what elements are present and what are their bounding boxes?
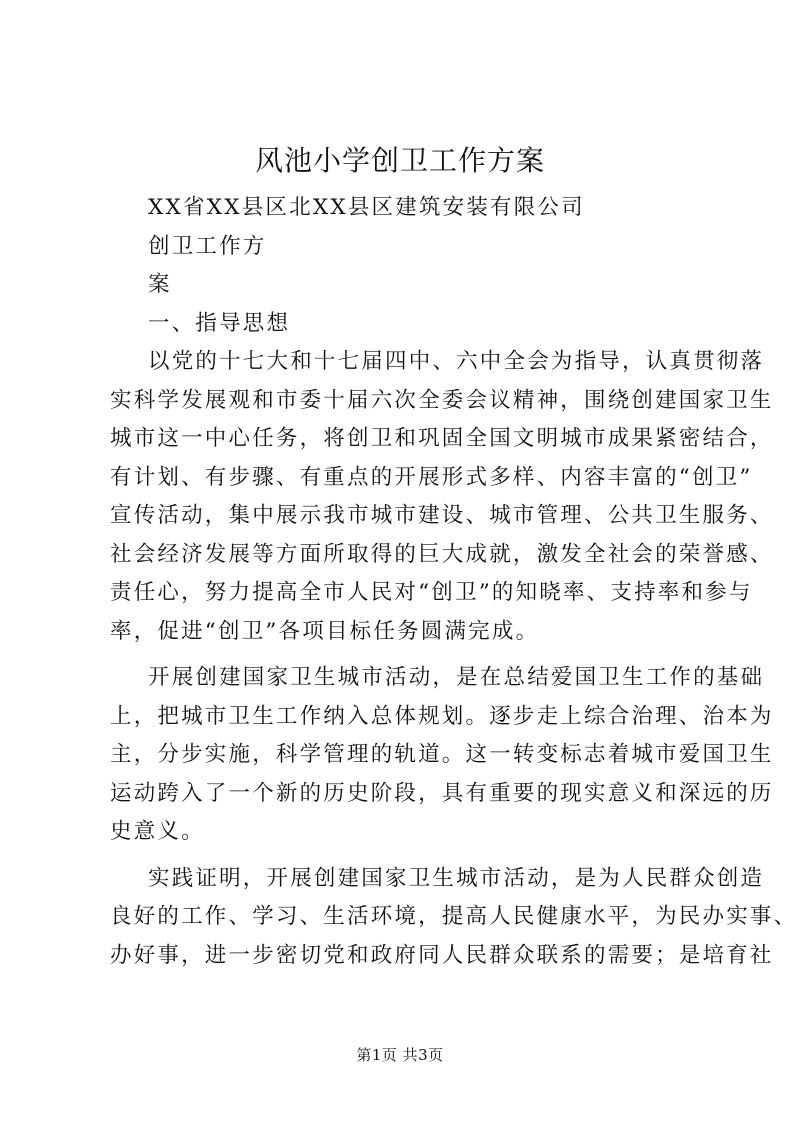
paragraph-line: 办好事，进一步密切党和政府同人民群众联系的需要；是培育社	[110, 942, 774, 968]
paragraph-line: 上，把城市卫生工作纳入总体规划。逐步走上综合治理、治本为	[110, 703, 774, 729]
document-body	[110, 189, 798, 975]
intro-line: XX省XX县区北XX县区建筑安装有限公司	[148, 195, 585, 220]
paragraph-line: 开展创建国家卫生城市活动，是在总结爱国卫生工作的基础	[148, 665, 765, 690]
paragraph-line: 责任心，努力提高全市人民对“创卫”的知晓率、支持率和参与	[110, 580, 753, 605]
intro-line: 创卫工作方	[148, 233, 267, 259]
paragraph-line: 良好的工作、学习、生活环境，提高人民健康水平，为民办实事、	[110, 904, 798, 929]
paragraph-2	[110, 659, 774, 852]
paragraph-line: 实科学发展观和市委十届六次全委会议精神，围绕创建国家卫生	[110, 387, 774, 413]
section-heading: 一、指导思想	[148, 310, 291, 336]
paragraph-line: 史意义。	[110, 819, 205, 844]
paragraph-line: 宣传活动，集中展示我市城市建设、城市管理、公共卫生服务、	[110, 503, 774, 528]
paragraph-line: 社会经济发展等方面所取得的巨大成就，激发全社会的荣誉感、	[110, 541, 774, 567]
page-number: 第1页 共3页	[356, 1046, 444, 1064]
paragraph-line: 实践证明，开展创建国家卫生城市活动，是为人民群众创造	[148, 865, 765, 891]
paragraph-3	[110, 860, 798, 976]
paragraph-line: 以党的十七大和十七届四中、六中全会为指导，认真贯彻落	[148, 349, 765, 374]
intro-line: 案	[148, 272, 172, 297]
document-title: 风池小学创卫工作方案	[254, 144, 545, 177]
paragraph-line: 运动跨入了一个新的历史阶段，具有重要的现实意义和深远的历	[110, 780, 774, 806]
paragraph-line: 有计划、有步骤、有重点的开展形式多样、内容丰富的“创卫”	[110, 464, 753, 490]
paragraph-line: 城市这一中心任务，将创卫和巩固全国文明城市成果紧密结合，	[110, 426, 774, 451]
paragraph-line: 主，分步实施，科学管理的轨道。这一转变标志着城市爱国卫生	[110, 742, 774, 767]
paragraph-1	[110, 343, 774, 651]
paragraph-line: 率，促进“创卫”各项目标任务圆满完成。	[110, 618, 540, 644]
